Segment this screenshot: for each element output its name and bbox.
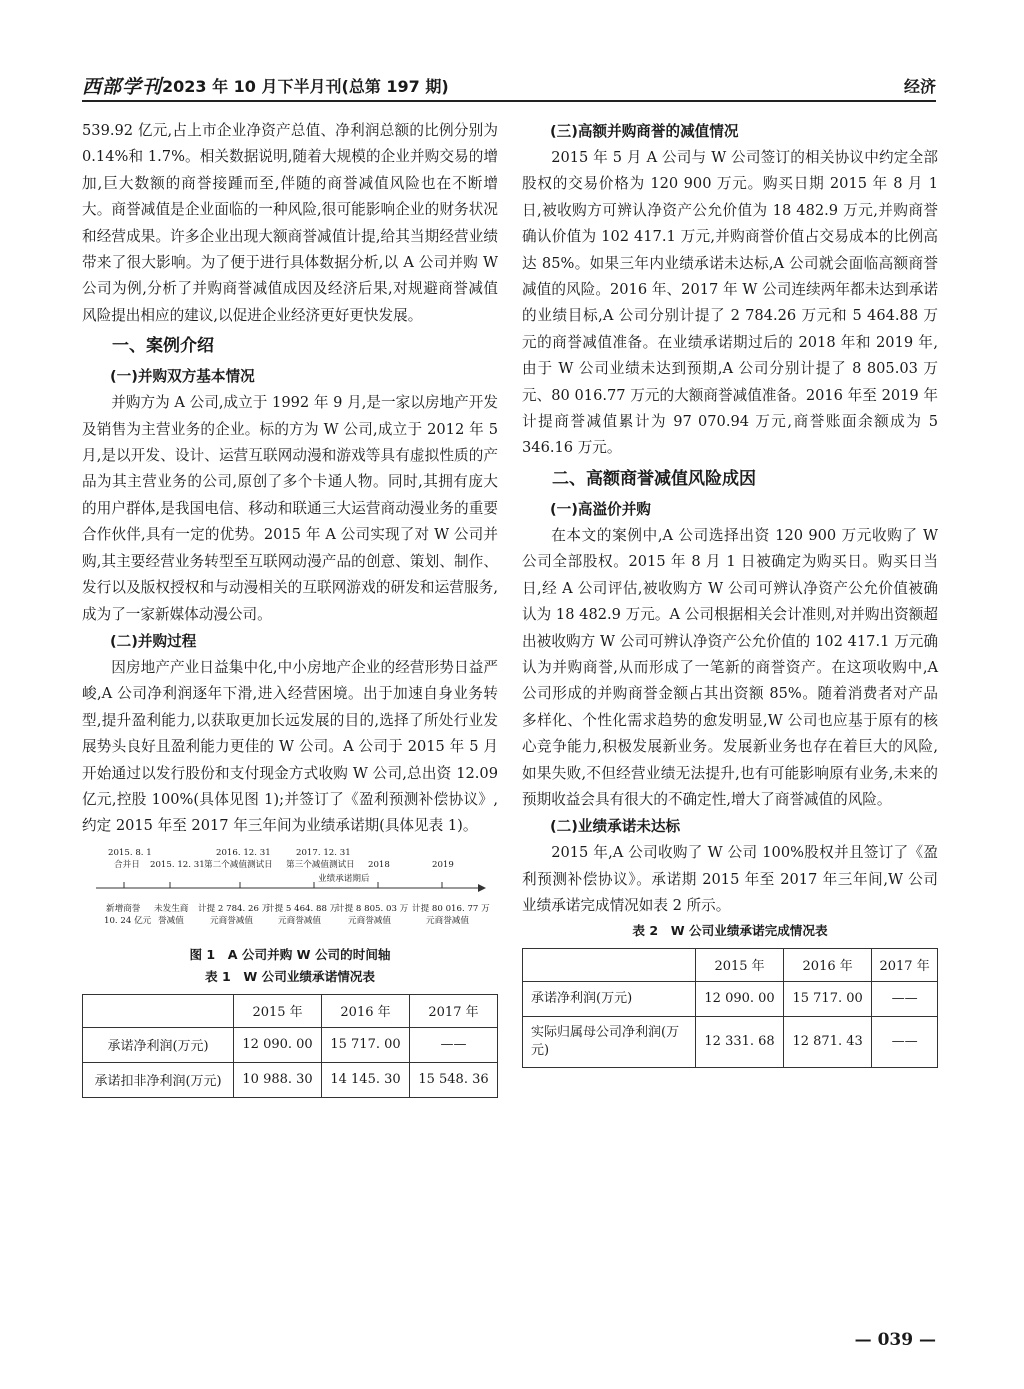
right-column [522, 118, 938, 1068]
issue-info: 2023 年 10 月下半月刊(总第 197 期) [162, 77, 449, 96]
table-cell: 12 331. 68 [696, 1016, 784, 1067]
table-performance-promise [82, 994, 498, 1098]
table-row-label: 实际归属母公司净利润(万元) [523, 1016, 696, 1067]
section-heading-1: 一、案例介绍 [112, 336, 214, 357]
paragraph-intro-end: 539.92 亿元,占上市企业净资产总值、净利润总额的比例分别为 0.14%和 1.7%。相关数据说明,随着大规模的企业并购交易的增加,巨大数额的商誉接踵而至,伴随的商誉减值风险也在不断增大。商誉减值是企业面临的一种风险,很可能影响企业的财务状况和经营成果。许多企业出现大额商誉减值计提,给其当期经营业绩带来了很大影响。为了便于进行具体数据分析,以 A 公司并购 W 公司为例,分析了并购商誉减值成因及经济后果,对规避商誉减值风险提出相应的建议,以促进企业经济更好更快发展。 [82, 122, 498, 324]
paragraph-promise: 2015 年,A 公司收购了 W 公司 100%股权并且签订了《盈利预测补偿协议》。承诺期 2015 年至 2017 年三年间,W 公司业绩承诺完成情况如表 2 所示。 [522, 844, 938, 915]
left-column [82, 118, 498, 1098]
timeline-label: 计提 5 464. 88 万 [266, 903, 339, 914]
page-number: — 039 — [854, 1330, 936, 1350]
header-rule [82, 100, 936, 102]
table-cell: 2017 年 [410, 994, 498, 1027]
table-row [83, 1062, 498, 1097]
table-caption-1: 表 1 W 公司业绩承诺情况表 [205, 968, 375, 984]
subheading-1-2: (二)并购过程 [110, 632, 197, 650]
timeline-label: 誉减值 [158, 915, 184, 926]
timeline-label: 元商誉减值 [348, 915, 391, 926]
table-row-label: 承诺净利润(万元) [523, 981, 696, 1016]
subheading-2-2: (二)业绩承诺未达标 [550, 818, 681, 836]
timeline-label: 业绩承诺期后 [318, 873, 370, 884]
table-cell: 2016 年 [322, 994, 410, 1027]
table-cell: 12 090. 00 [696, 981, 784, 1016]
timeline-label: 2019 [432, 859, 454, 870]
paragraph-process: 因房地产产业日益集中化,中小房地产企业的经营形势日益严峻,A 公司净利润逐年下滑,进入经营困境。出于加速自身业务转型,提升盈利能力,以获取更加长远发展的目的,选择了所处行业发展势头良好且盈利能力更佳的 W 公司。A 公司于 2015 年 5 月开始通过以发行股份和支付现金方式收购 W 公司,总出资 12.09 亿元,控股 100%(具体见图 1);并签订了《盈利预测补偿协议》,约定 2015 年至 2017 年三年间为业绩承诺期(具体见表 1)。 [82, 658, 498, 835]
timeline-label: 第二个减值测试日 [204, 859, 273, 870]
table-promise-completion [522, 948, 938, 1068]
timeline-label: 元商誉减值 [426, 915, 469, 926]
timeline-label: 计提 80 016. 77 万 [412, 903, 490, 914]
timeline-label: 元商誉减值 [210, 915, 253, 926]
figure-caption: 图 1 A 公司并购 W 公司的时间轴 [189, 946, 391, 962]
table-cell: 2015 年 [234, 994, 322, 1027]
table-cell: —— [872, 1016, 938, 1067]
timeline-label: 新增商誉 [106, 903, 141, 914]
timeline-label: 元商誉减值 [278, 915, 321, 926]
timeline-label: 2015. 12. 31 [150, 859, 205, 870]
table-cell: —— [872, 981, 938, 1016]
timeline-label: 2018 [368, 859, 390, 870]
table-cell: 12 090. 00 [234, 1027, 322, 1062]
section-heading-2: 二、高额商誉减值风险成因 [552, 468, 756, 489]
table-cell: 12 871. 43 [784, 1016, 872, 1067]
timeline-label: 第三个减值测试日 [286, 859, 355, 870]
subheading-1-3: (三)高额并购商誉的减值情况 [550, 123, 739, 140]
page-header [82, 72, 936, 98]
timeline-label: 2017. 12. 31 [296, 847, 351, 858]
paragraph-premium: 在本文的案例中,A 公司选择出资 120 900 万元收购了 W 公司全部股权。2015 年 8 月 1 日被确定为购买日。购买日当日,经 A 公司评估,被收购方 W 公司可辨认净资产公允价值被确认为 18 482.9 万元。A 公司根据相关会计准则,对并购出资额超出被收购方 W 公司可辨认净资产公允价值的 102 417.1 万元确认为并购商誉,从而形成了一笔新的商誉资产。在这项收购中,A 公司形成的并购商誉金额占其出资额 85%。随着消费者对产品多样化、个性化需求趋势的愈发明显,W 公司也应基于原有的核心竞争能力,积极发展新业务。发展新业务也存在着巨大的风险,如果失败,不但经营业绩无法提升,也有可能影响原有业务,未来的预期收益会具有很大的不确定性,增大了商誉减值的风险。 [522, 526, 938, 808]
journal-logo: 西部学刊 [82, 76, 163, 98]
timeline-axis [82, 844, 498, 944]
table-cell: 2017 年 [872, 948, 938, 981]
timeline-label: 未发生商 [154, 903, 189, 914]
timeline-figure [82, 844, 498, 944]
table-row [523, 981, 938, 1016]
timeline-label: 2016. 12. 31 [216, 847, 271, 858]
table-row-label: 承诺净利润(万元) [83, 1027, 234, 1062]
timeline-label: 2015. 8. 1 [108, 847, 152, 858]
table-cell: 15 717. 00 [784, 981, 872, 1016]
table-cell: 10 988. 30 [234, 1062, 322, 1097]
timeline-label: 计提 8 805. 03 万 [336, 903, 409, 914]
timeline-label: 合并日 [114, 859, 140, 870]
paragraph-parties: 并购方为 A 公司,成立于 1992 年 9 月,是一家以房地产开发及销售为主营业务的企业。标的方为 W 公司,成立于 2012 年 5 月,是以开发、设计、运营互联网动漫和游戏等具有虚拟性质的产品为其主营业务的公司,原创了多个卡通人物。同时,其拥有庞大的用户群体,是我国电信、移动和联通三大运营商动漫业务的重要合作伙伴,具有一定的优势。2015 年 A 公司实现了对 W 公司并购,其主要经营业务转型至互联网动漫产品的创意、策划、制作、发行以及版权授权和与动漫相关的互联网游戏的研发和运营服务,成为了一家新媒体动漫公司。 [82, 394, 498, 623]
timeline-label: 10. 24 亿元 [104, 915, 152, 926]
table-cell: —— [410, 1027, 498, 1062]
table-header-row [523, 948, 938, 981]
table-caption-2: 表 2 W 公司业绩承诺完成情况表 [632, 922, 828, 938]
table-header-row [83, 994, 498, 1027]
subheading-1-1: (一)并购双方基本情况 [110, 368, 255, 386]
paragraph-impairment: 2015 年 5 月 A 公司与 W 公司签订的相关协议中约定全部股权的交易价格为 120 900 万元。购买日期 2015 年 8 月 1 日,被收购方可辨认净资产公允价值为 18 482.9 万元,并购商誉确认价值为 102 417.1 万元,并购商誉价值占交易成本的比例高达 85%。如果三年内业绩承诺未达标,A 公司就会面临高额商誉减值的风险。2016 年、2017 年 W 公司连续两年都未达到承诺的业绩目标,A 公司分别计提了 2 784.26 万元和 5 464.88 万元的商誉减值准备。在业绩承诺期过后的 2018 年和 2019 年,由于 W 公司业绩未达到预期,A 公司分别计提了 8 805.03 万元、80 016.77 万元的大额商誉减值准备。2016 年至 2019 年计提商誉减值累计为 97 070.94 万元,商誉账面余额成为 5 346.16 万元。 [522, 149, 938, 457]
table-row-label: 承诺扣非净利润(万元) [83, 1062, 234, 1097]
table-cell: 2016 年 [784, 948, 872, 981]
table-cell: 15 548. 36 [410, 1062, 498, 1097]
table-cell [83, 994, 234, 1027]
table-cell: 14 145. 30 [322, 1062, 410, 1097]
section-label: 经济 [903, 77, 936, 96]
subheading-2-1: (一)高溢价并购 [550, 500, 651, 518]
timeline-label: 计提 2 784. 26 万 [198, 903, 271, 914]
table-cell: 15 717. 00 [322, 1027, 410, 1062]
table-row [83, 1027, 498, 1062]
table-cell: 2015 年 [696, 948, 784, 981]
table-row [523, 1016, 938, 1067]
table-cell [523, 948, 696, 981]
